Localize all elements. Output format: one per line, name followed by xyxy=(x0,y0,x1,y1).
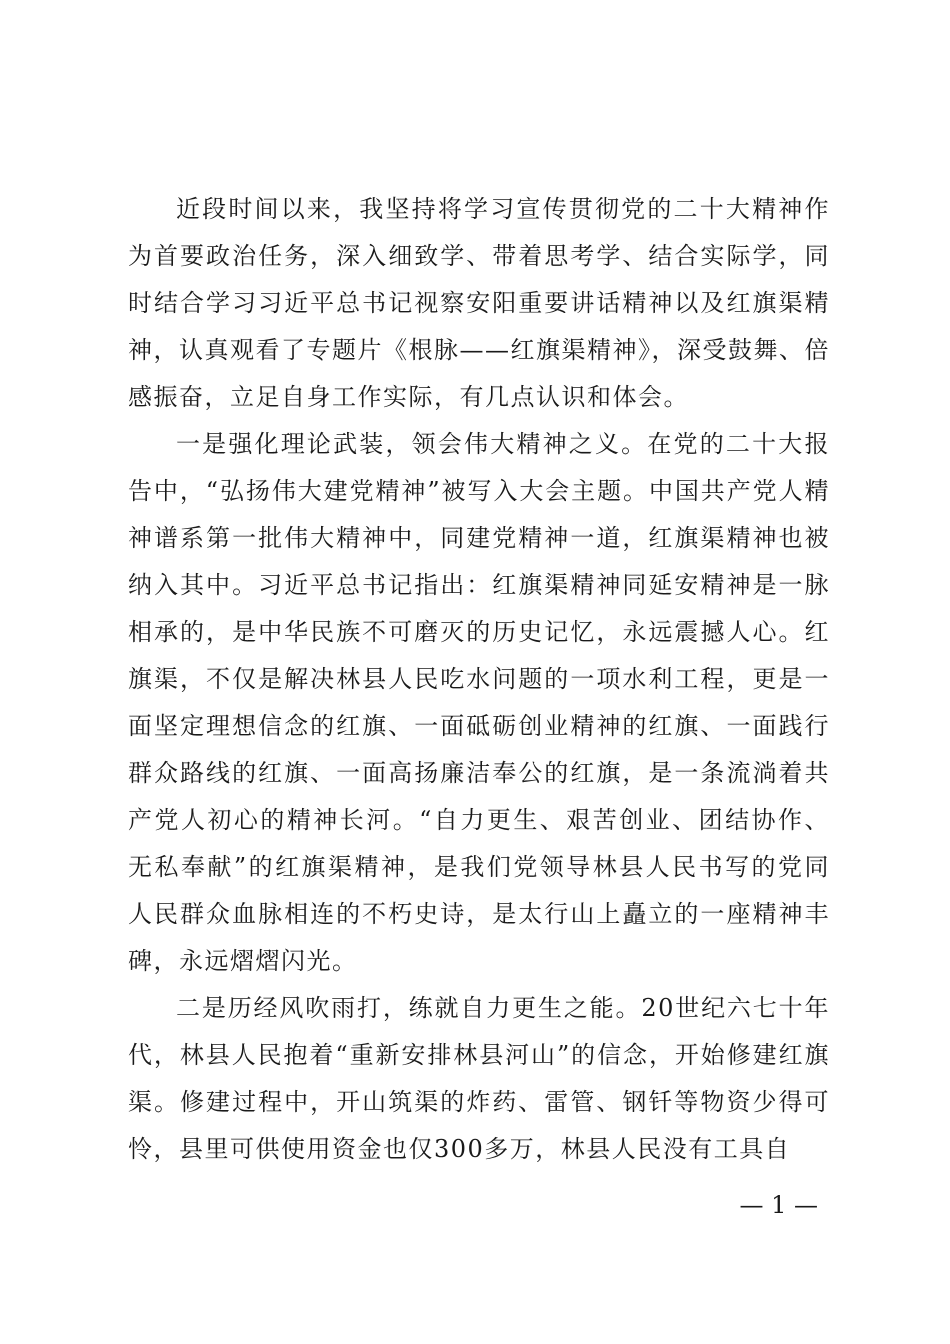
page-number: — 1 — xyxy=(739,1191,818,1219)
paragraph-point-two: 二是历经风吹雨打，练就自力更生之能。20世纪六七十年代，林县人民抱着“重新安排林县河山”的信念，开始修建红旗渠。修建过程中，开山筑渠的炸药、雷管、钢钎等物资少得可怜，县里可供使用资金也仅300多万，林县人民没有工具自 xyxy=(128,994,830,1163)
paragraph-point-one: 一是强化理论武装，领会伟大精神之义。在党的二十大报告中，“弘扬伟大建党精神”被写入大会主题。中国共产党人精神谱系第一批伟大精神中，同建党精神一道，红旗渠精神也被纳入其中。习近平总书记指出：红旗渠精神同延安精神是一脉相承的，是中华民族不可磨灭的历史记忆，永远震撼人心。红旗渠，不仅是解决林县人民吃水问题的一项水利工程，更是一面坚定理想信念的红旗、一面砥砺创业精神的红旗、一面践行群众路线的红旗、一面高扬廉洁奉公的红旗，是一条流淌着共产党人初心的精神长河。“自力更生、艰苦创业、团结协作、无私奉献”的红旗渠精神，是我们党领导林县人民书写的党同人民群众血脉相连的不朽史诗，是太行山上矗立的一座精神丰碑，永远熠熠闪光。 xyxy=(128,430,830,975)
document-body xyxy=(128,186,830,1173)
paragraph-intro: 近段时间以来，我坚持将学习宣传贯彻党的二十大精神作为首要政治任务，深入细致学、带着思考学、结合实际学，同时结合学习习近平总书记视察安阳重要讲话精神以及红旗渠精神，认真观看了专题片《根脉——红旗渠精神》，深受鼓舞、倍感振奋，立足自身工作实际，有几点认识和体会。 xyxy=(128,195,830,411)
